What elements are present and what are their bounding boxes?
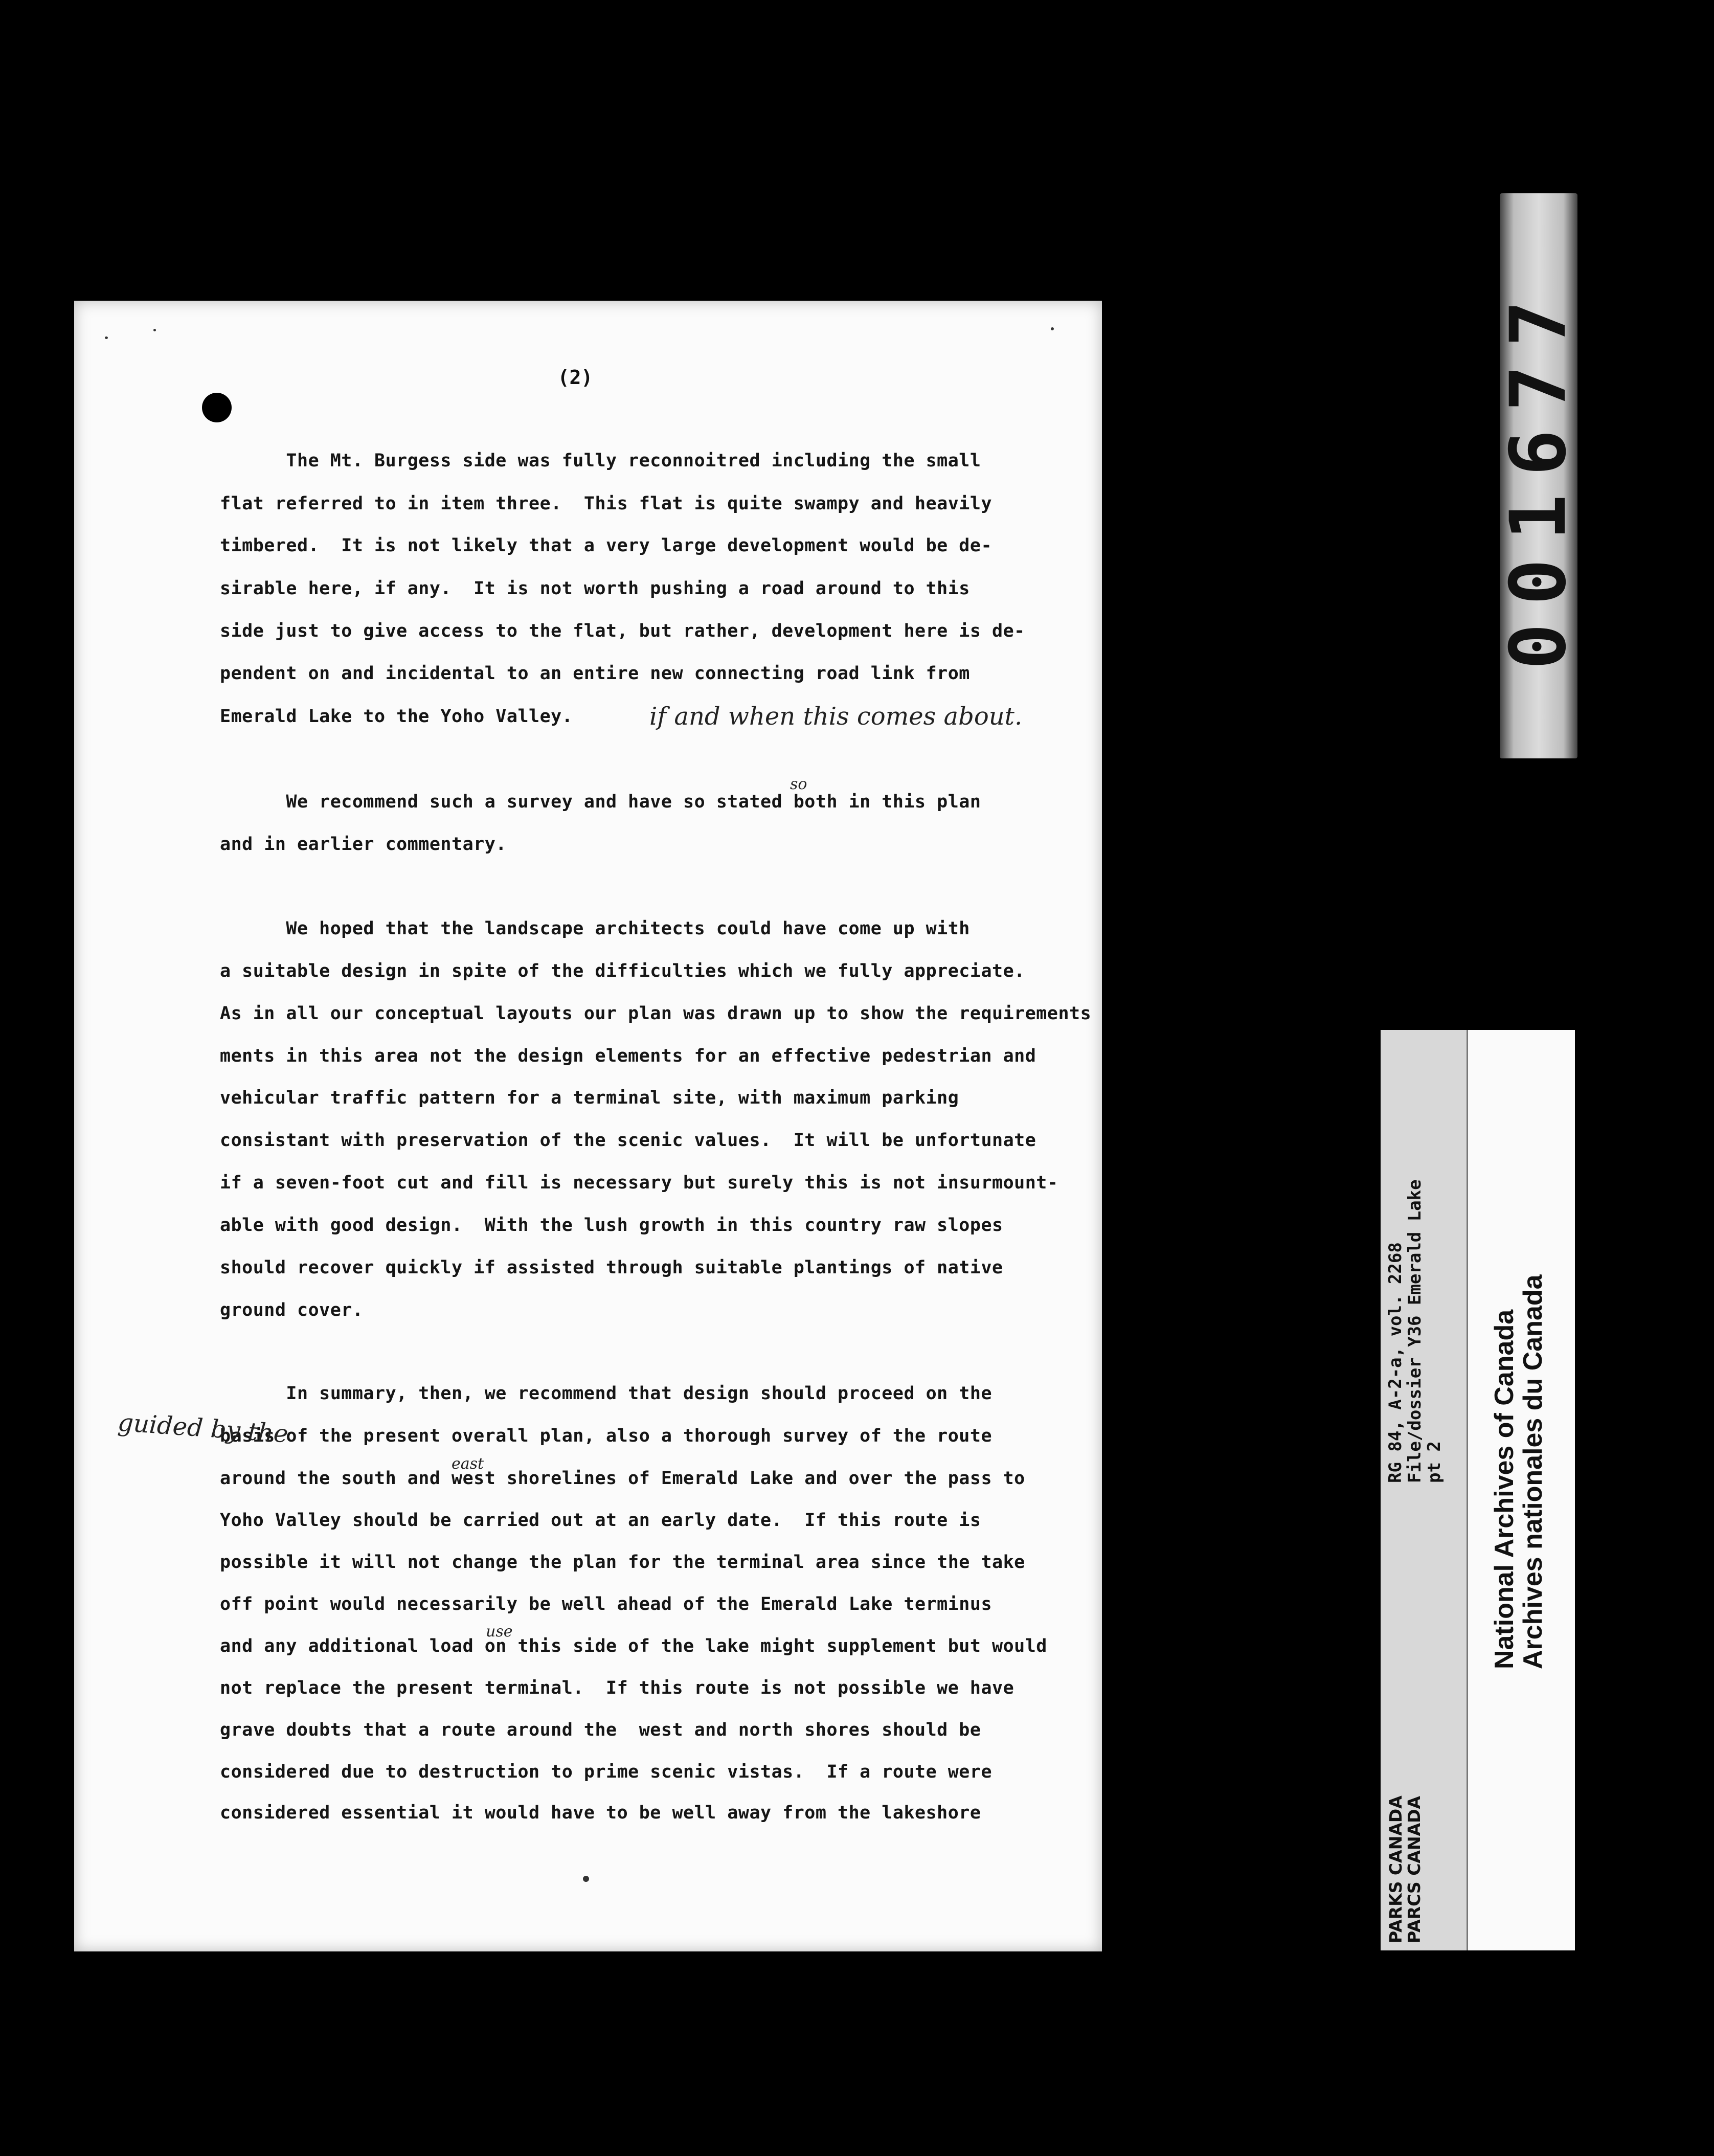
text-line: flat referred to in item three. This flat is quite swampy and heavily [220, 493, 993, 514]
text-line: Yoho Valley should be carried out at an early date. If this route is [220, 1510, 981, 1531]
text-line: considered essential it would have to be well away from the lakeshore [220, 1803, 981, 1823]
text-line: around the south and west shorelines of Emerald Lake and over the pass to [220, 1468, 1025, 1489]
text-line: not replace the present terminal. If this route is not possible we have [220, 1678, 1014, 1698]
text-line: grave doubts that a route around the west and north shores should be [220, 1720, 981, 1740]
typed-page [74, 301, 1102, 1951]
reference-line: pt 2 [1424, 1441, 1445, 1483]
text-line: pendent on and incidental to an entire new connecting road link from [220, 663, 970, 684]
handwritten-addition: if and when this comes about. [649, 702, 1023, 731]
label-divider [1467, 1030, 1468, 1950]
parks-line: PARCS CANADA [1404, 1795, 1424, 1943]
parks-canada-label [1387, 1795, 1424, 1943]
text-line: off point would necessarily be well ahead of the Emerald Lake terminus [220, 1594, 993, 1614]
reference-line: File/dossier Y36 Emerald Lake [1405, 1179, 1425, 1483]
national-archives-label [1490, 1274, 1547, 1669]
text-line: We hoped that the landscape architects could have come up with [220, 918, 970, 939]
text-line: and in earlier commentary. [220, 834, 507, 855]
text-line: ground cover. [220, 1300, 364, 1320]
handwritten-so: so [790, 775, 807, 793]
text-line: basis of the present overall plan, also a thorough survey of the route [220, 1426, 993, 1446]
reference-line: RG 84, A-2-a, vol. 2268 [1385, 1242, 1406, 1483]
text-line: able with good design. With the lush growth in this country raw slopes [220, 1215, 1003, 1236]
text-line: vehicular traffic pattern for a terminal site, with maximum parking [220, 1088, 959, 1108]
handwritten-margin-note: guided by the [117, 1408, 289, 1449]
text-line: side just to give access to the flat, but rather, development here is de- [220, 621, 1025, 641]
handwritten-use: use [486, 1623, 513, 1641]
text-line: if a seven-foot cut and fill is necessary but surely this is not insurmount- [220, 1173, 1058, 1193]
text-line: In summary, then, we recommend that design should proceed on the [220, 1383, 993, 1404]
frame-number: 001677 [1494, 282, 1583, 670]
page-number: (2) [557, 366, 593, 389]
text-line: timbered. It is not likely that a very large development would be de- [220, 535, 993, 556]
archives-line: National Archives of Canada [1490, 1309, 1519, 1669]
text-line: The Mt. Burgess side was fully reconnoitred including the small [220, 451, 981, 471]
text-line: Emerald Lake to the Yoho Valley. [220, 706, 573, 727]
text-line: considered due to destruction to prime scenic vistas. If a route were [220, 1762, 993, 1782]
archives-line: Archives nationales du Canada [1518, 1274, 1548, 1669]
frame-number-strip [1494, 193, 1583, 758]
text-line: consistant with preservation of the scenic values. It will be unfortunate [220, 1130, 1036, 1151]
parks-line: PARKS CANADA [1386, 1795, 1406, 1943]
text-line: a suitable design in spite of the difficulties which we fully appreciate. [220, 961, 1025, 981]
handwritten-east: east [452, 1455, 484, 1473]
speck [105, 336, 108, 339]
text-line: As in all our conceptual layouts our plan was drawn up to show the requirements [220, 1003, 1092, 1024]
text-line: sirable here, if any. It is not worth pushing a road around to this [220, 578, 970, 599]
punch-hole [202, 393, 232, 422]
archival-reference [1386, 1179, 1444, 1483]
text-line: possible it will not change the plan for the terminal area since the take [220, 1552, 1025, 1573]
text-line: and any additional load on this side of the lake might supplement but would [220, 1636, 1047, 1656]
speck [583, 1876, 589, 1882]
text-line: We recommend such a survey and have so stated both in this plan [220, 792, 981, 812]
text-line: ments in this area not the design elements for an effective pedestrian and [220, 1046, 1036, 1066]
speck [1051, 327, 1054, 330]
text-line: should recover quickly if assisted through suitable plantings of native [220, 1257, 1003, 1278]
speck [153, 329, 156, 331]
